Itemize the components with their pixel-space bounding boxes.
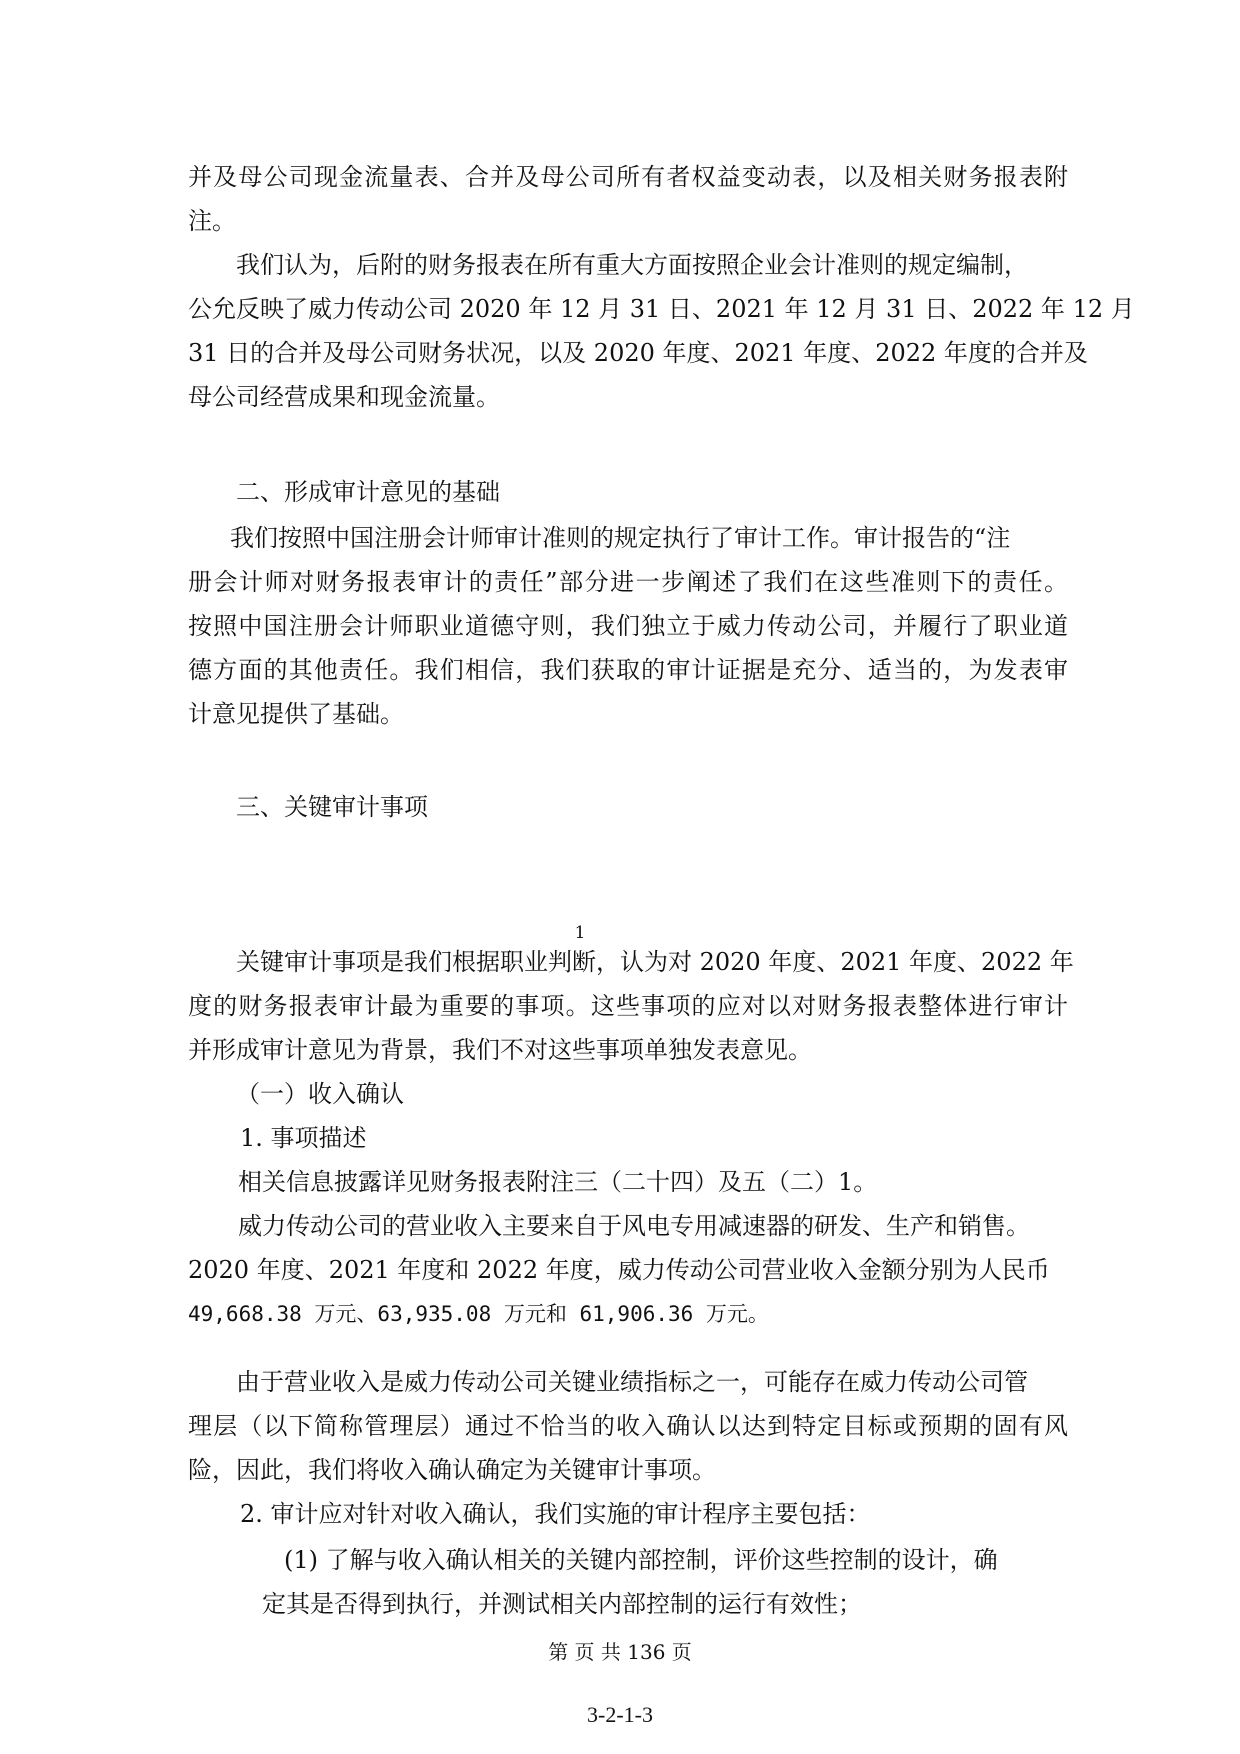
- document-code: 3-2-1-3: [587, 1702, 653, 1727]
- revenue-line-1: 威力传动公司的营业收入主要来自于风电专用减速器的研发、生产和销售。: [238, 1212, 1030, 1240]
- revenue-line-3: 49,668.38 万元、63,935.08 万元和 61,906.36 万元。: [188, 1302, 769, 1326]
- basis-line-4: 德方面的其他责任。我们相信，我们获取的审计证据是充分、适当的，为发表审: [188, 656, 1068, 684]
- basis-line-3: 按照中国注册会计师职业道德守则，我们独立于威力传动公司，并履行了职业道: [188, 612, 1068, 640]
- heading-basis: 二、形成审计意见的基础: [236, 478, 500, 506]
- basis-line-1: 我们按照中国注册会计师审计准则的规定执行了审计工作。审计报告的“注: [230, 524, 1011, 552]
- risk-line-3: 险，因此，我们将收入确认确定为关键审计事项。: [188, 1456, 716, 1484]
- risk-line-2: 理层（以下简称管理层）通过不恰当的收入确认以达到特定目标或预期的固有风: [188, 1412, 1068, 1440]
- revenue-line-2: 2020 年度、2021 年度和 2022 年度，威力传动公司营业收入金额分别为人民币: [188, 1256, 1050, 1284]
- opinion-line-3: 31 日的合并及母公司财务状况，以及 2020 年度、2021 年度、2022 年度的合并及: [188, 339, 1088, 367]
- intro-line-1: 并及母公司现金流量表、合并及母公司所有者权益变动表，以及相关财务报表附: [188, 163, 1068, 191]
- page-marker: 1: [574, 923, 586, 943]
- intro-line-2: 注。: [188, 207, 236, 235]
- basis-line-2: 册会计师对财务报表审计的责任”部分进一步阐述了我们在这些准则下的责任。: [188, 568, 1068, 596]
- procedure-1-line-2: 定其是否得到执行，并测试相关内部控制的运行有效性；: [262, 1590, 862, 1618]
- item-audit-response: 2. 审计应对针对收入确认，我们实施的审计程序主要包括：: [240, 1500, 871, 1528]
- kam-line-1: 关键审计事项是我们根据职业判断，认为对 2020 年度、2021 年度、2022 年: [236, 948, 1074, 976]
- opinion-line-2: 公允反映了威力传动公司 2020 年 12 月 31 日、2021 年 12 月 31 日、2022 年 12 月: [188, 295, 1135, 323]
- subheading-revenue-recognition: （一）收入确认: [236, 1080, 404, 1108]
- kam-line-3: 并形成审计意见为背景，我们不对这些事项单独发表意见。: [188, 1036, 812, 1064]
- disclosure-line: 相关信息披露详见财务报表附注三（二十四）及五（二）1。: [238, 1168, 878, 1196]
- procedure-1-line-1: (1) 了解与收入确认相关的关键内部控制，评价这些控制的设计，确: [284, 1546, 998, 1574]
- opinion-line-1: 我们认为，后附的财务报表在所有重大方面按照企业会计准则的规定编制，: [236, 251, 1028, 279]
- basis-line-5: 计意见提供了基础。: [188, 700, 404, 728]
- item-description: 1. 事项描述: [240, 1124, 367, 1152]
- footer-page-number: 第 页 共 136 页: [548, 1640, 692, 1664]
- kam-line-2: 度的财务报表审计最为重要的事项。这些事项的应对以对财务报表整体进行审计: [188, 992, 1068, 1020]
- heading-key-audit-matters: 三、关键审计事项: [236, 793, 428, 821]
- risk-line-1: 由于营业收入是威力传动公司关键业绩指标之一，可能存在威力传动公司管: [236, 1368, 1028, 1396]
- opinion-line-4: 母公司经营成果和现金流量。: [188, 383, 500, 411]
